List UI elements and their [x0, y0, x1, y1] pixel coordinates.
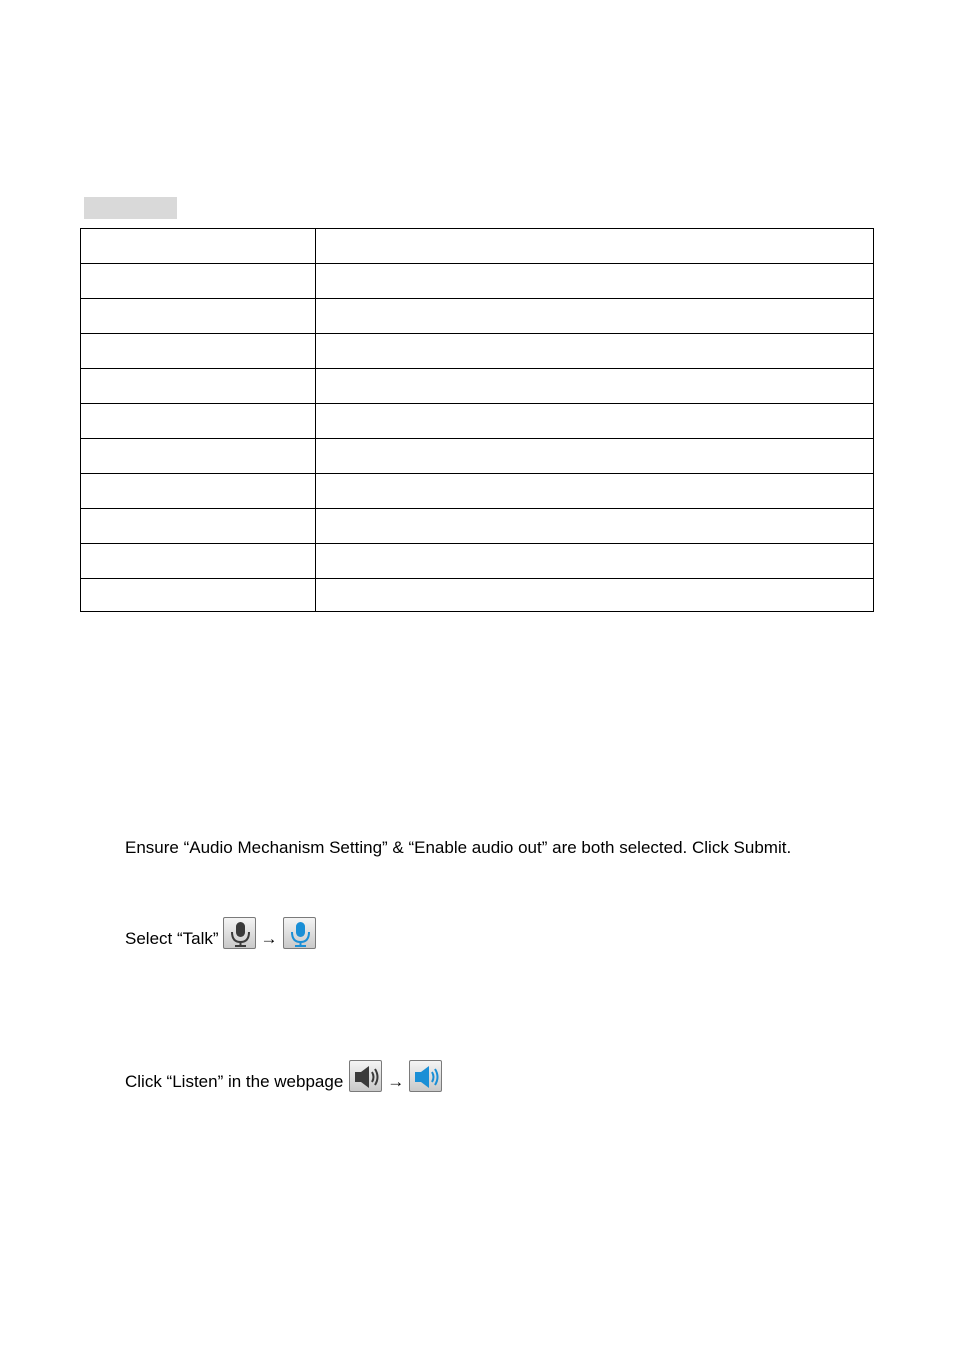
table-cell-name: [81, 404, 316, 439]
table-cell-value: [316, 544, 874, 579]
table-cell-value: [316, 369, 874, 404]
speaker-blue-icon[interactable]: [409, 1060, 442, 1092]
table-row: [81, 579, 874, 612]
speaker-gray-icon[interactable]: [349, 1060, 382, 1092]
table-row: [81, 369, 874, 404]
microphone-blue-icon[interactable]: [283, 917, 316, 949]
microphone-gray-icon[interactable]: [223, 917, 256, 949]
table-cell-value: [316, 404, 874, 439]
table-cell-value: [316, 299, 874, 334]
table-cell-value: [316, 509, 874, 544]
table-row: [81, 474, 874, 509]
section-label-highlight: [84, 197, 177, 219]
table-cell-name: [81, 299, 316, 334]
table-cell-value: [316, 334, 874, 369]
table-cell-name: [81, 579, 316, 612]
table-cell-value: [316, 229, 874, 264]
table-cell-value: [316, 439, 874, 474]
table-cell-value: [316, 264, 874, 299]
table-row: [81, 334, 874, 369]
table-row: [81, 264, 874, 299]
table-row: [81, 299, 874, 334]
arrow-icon: →: [387, 1072, 405, 1091]
table-cell-name: [81, 264, 316, 299]
table-cell-name: [81, 439, 316, 474]
table-cell-name: [81, 544, 316, 579]
table-cell-name: [81, 474, 316, 509]
table-row: [81, 544, 874, 579]
talk-step: [125, 917, 316, 949]
table-cell-name: [81, 334, 316, 369]
table-row: [81, 439, 874, 474]
talk-step-label: Select “Talk”: [125, 929, 219, 948]
table-cell-value: [316, 474, 874, 509]
spec-table: [80, 228, 874, 612]
table-row: [81, 229, 874, 264]
arrow-icon: →: [260, 929, 278, 948]
listen-step-label: Click “Listen” in the webpage: [125, 1072, 344, 1091]
table-row: [81, 509, 874, 544]
ensure-instruction: Ensure “Audio Mechanism Setting” & “Enable audio out” are both selected. Click Submit.: [125, 838, 792, 857]
listen-step: [125, 1060, 442, 1092]
table-cell-name: [81, 229, 316, 264]
table-cell-name: [81, 509, 316, 544]
table-cell-name: [81, 369, 316, 404]
table-cell-value: [316, 579, 874, 612]
table-row: [81, 404, 874, 439]
